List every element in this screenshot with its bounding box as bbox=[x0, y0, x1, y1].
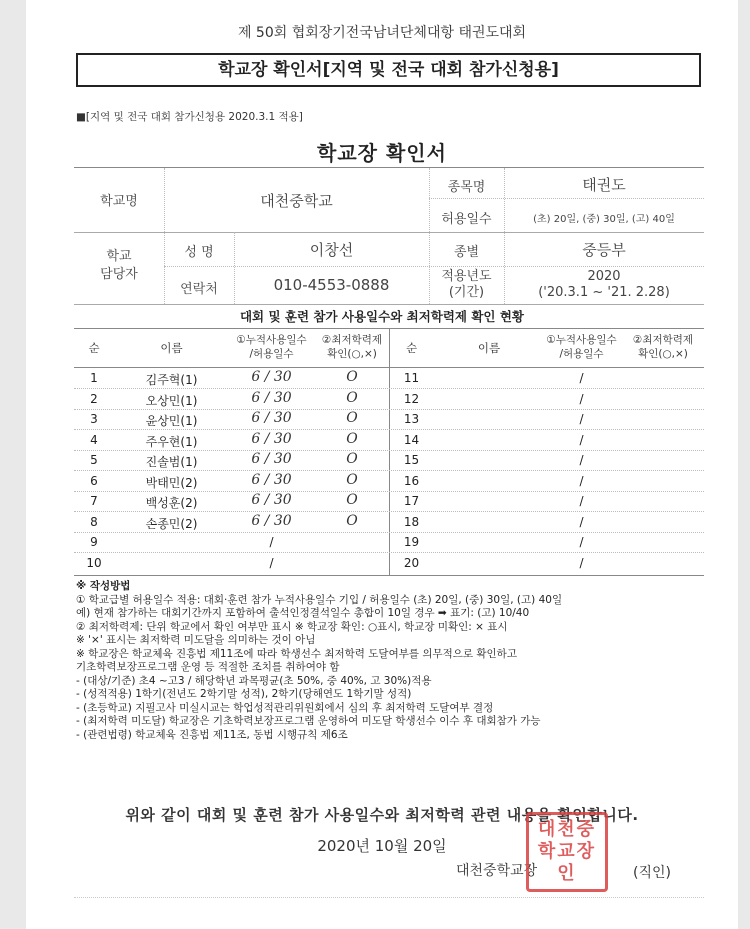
table-row bbox=[74, 390, 704, 409]
category-label: 종별 bbox=[453, 245, 480, 260]
cell-days: / bbox=[579, 514, 584, 529]
section-title: 대회 및 훈련 참가 사용일수와 최저학력제 확인 현황 bbox=[239, 309, 525, 324]
note-line: ※ '×' 표시는 최저학력 미도달을 의미하는 것이 아님 bbox=[76, 634, 316, 646]
official-seal-icon: 대천중학교장인 bbox=[526, 812, 608, 892]
note-line: 예) 현재 참가하는 대회기간까지 포함하여 출석인정결석일수 총합이 10일 경우 ➡ 표기: (고) 10/40 bbox=[76, 607, 530, 619]
cell-days: / bbox=[579, 535, 584, 549]
cell-days: / bbox=[579, 555, 584, 570]
note-line: - (성적적용) 1학기(전년도 2학기말 성적), 2학기(당해연도 1학기말 성적) bbox=[76, 688, 412, 700]
table-row bbox=[74, 431, 704, 450]
cell-days: / bbox=[579, 432, 584, 447]
cell-no: 16 bbox=[403, 473, 420, 488]
school-value: 대천중학교 bbox=[260, 192, 333, 210]
document-page bbox=[26, 0, 738, 929]
contact-label: 연락처 bbox=[180, 282, 218, 297]
cell-name: 오상민(1) bbox=[145, 393, 198, 408]
cell-days: / bbox=[579, 391, 584, 406]
school-label: 학교명 bbox=[100, 194, 138, 209]
cell-no: 19 bbox=[403, 535, 420, 549]
table-row bbox=[74, 533, 704, 552]
header-days-right: ①누적사용일수 /허용일수 bbox=[546, 334, 617, 360]
cell-days: 6 / 30 bbox=[251, 369, 292, 385]
cell-name: 김주혁(1) bbox=[145, 373, 198, 387]
cell-days: / bbox=[579, 371, 584, 385]
cell-min: O bbox=[346, 430, 358, 447]
cell-no: 20 bbox=[403, 555, 420, 570]
cell-days: / bbox=[579, 494, 584, 508]
cell-name: 진솔범(1) bbox=[145, 455, 198, 469]
cell-min: O bbox=[346, 369, 358, 385]
header-min-left: ②최저학력제 확인(○,×) bbox=[321, 334, 383, 360]
table-row bbox=[74, 369, 704, 388]
table-row bbox=[74, 513, 704, 532]
cell-name: 주우현(1) bbox=[145, 434, 198, 449]
cell-days: 6 / 30 bbox=[251, 492, 292, 508]
note-line: ※ 작성방법 bbox=[76, 580, 131, 592]
cell-min: O bbox=[346, 492, 358, 508]
note-line: - (최저학력 미도달) 학교장은 기초학력보장프로그램 운영하여 미도달 학생선수 이수 후 대회참가 가능 bbox=[76, 715, 541, 727]
main-title: 학교장 확인서 bbox=[317, 141, 447, 165]
cell-no: 14 bbox=[403, 432, 420, 447]
cell-days: / bbox=[579, 453, 584, 467]
table-row bbox=[74, 410, 704, 429]
event-label: 종목명 bbox=[447, 180, 486, 195]
cell-no: 6 bbox=[90, 473, 98, 488]
header-min-right: ②최저학력제 확인(○,×) bbox=[632, 334, 694, 360]
table-row bbox=[74, 451, 704, 470]
usage-table bbox=[74, 328, 704, 576]
cell-days: 6 / 30 bbox=[251, 410, 292, 426]
sign-date: 2020년 10월 20일 bbox=[317, 837, 447, 855]
contact-value: 010-4553-0888 bbox=[273, 276, 390, 294]
cell-no: 1 bbox=[90, 371, 98, 385]
year-value: 2020 bbox=[587, 269, 621, 284]
header-no-right: 순 bbox=[405, 341, 418, 355]
note-line: - (초등학교) 지필고사 미실시교는 학업성적관리위원회에서 심의 후 최저학력 도달여부 결정 bbox=[76, 701, 494, 714]
note-line: - (관련법령) 학교체육 진흥법 제11조, 동법 시행규칙 제6조 bbox=[76, 728, 348, 741]
cell-min: O bbox=[346, 471, 358, 488]
allowed-days-label: 허용일수 bbox=[441, 212, 492, 227]
cell-days: 6 / 30 bbox=[251, 451, 292, 467]
manager-label: 학교 담당자 bbox=[100, 249, 138, 282]
cell-name: 윤상민(1) bbox=[145, 414, 198, 428]
cell-no: 15 bbox=[403, 453, 420, 467]
header-days-left: ①누적사용일수 /허용일수 bbox=[236, 334, 307, 360]
cell-name: 박태민(2) bbox=[145, 475, 198, 490]
cell-days: / bbox=[269, 535, 274, 549]
period-value: ('20.3.1 ~ '21. 2.28) bbox=[538, 285, 670, 300]
stamp-label: (직인) bbox=[633, 865, 671, 881]
cell-name: 손종민(2) bbox=[145, 516, 198, 531]
note-line: ② 최저학력제: 단위 학교에서 확인 여부만 표시 ※ 학교장 확인: ○표시, 학교장 미확인: × 표시 bbox=[76, 620, 508, 633]
form-note: ■[지역 및 전국 대회 참가신청용 2020.3.1 적용] bbox=[76, 111, 303, 123]
cell-no: 8 bbox=[90, 514, 98, 529]
table-row bbox=[74, 472, 704, 491]
cell-no: 12 bbox=[403, 391, 420, 406]
cell-days: 6 / 30 bbox=[251, 471, 292, 488]
cell-days: 6 / 30 bbox=[251, 512, 292, 529]
cell-no: 3 bbox=[90, 412, 98, 426]
cell-no: 5 bbox=[90, 453, 98, 467]
info-table bbox=[74, 167, 704, 305]
cell-name: 백성훈(2) bbox=[145, 496, 198, 510]
instructions bbox=[76, 580, 716, 742]
category-value: 중등부 bbox=[582, 241, 626, 259]
cell-no: 13 bbox=[403, 412, 420, 426]
cell-no: 7 bbox=[90, 494, 98, 508]
header-name-right: 이름 bbox=[477, 341, 501, 355]
cell-no: 4 bbox=[90, 432, 98, 447]
cell-no: 9 bbox=[90, 535, 98, 549]
cell-days: 6 / 30 bbox=[251, 389, 292, 406]
cell-no: 11 bbox=[403, 371, 420, 385]
name-value: 이창선 bbox=[309, 241, 354, 259]
footer-divider bbox=[74, 897, 704, 898]
table-row bbox=[74, 492, 704, 511]
cell-no: 10 bbox=[86, 555, 102, 570]
name-label: 성 명 bbox=[184, 245, 214, 260]
note-line: ※ 학교장은 학교체육 진흥법 제11조에 따라 학생선수 최저학력 도달여부를 의무적으로 확인하고 bbox=[76, 647, 517, 660]
note-line: - (대상/기준) 초4 ~고3 / 해당학년 과목평균(초 50%, 중 40%, 고 30%)적용 bbox=[76, 674, 432, 687]
cell-no: 2 bbox=[90, 391, 98, 406]
allowed-days-value: (초) 20일, (중) 30일, (고) 40일 bbox=[533, 214, 675, 225]
cell-min: O bbox=[346, 410, 358, 426]
note-line: ① 학교급별 허용일수 적용: 대회·훈련 참가 누적사용일수 기입 / 허용일수 (초) 20일, (중) 30일, (고) 40일 bbox=[76, 593, 563, 606]
event-header: 제 50회 협회장기전국남녀단체대항 태권도대회 bbox=[237, 25, 527, 41]
event-value: 태권도 bbox=[582, 176, 626, 194]
cell-days: / bbox=[579, 412, 584, 426]
cell-min: O bbox=[346, 389, 358, 406]
confirmation-text: 위와 같이 대회 및 훈련 참가 사용일수와 최저학력 관련 내용을 확인합니다. bbox=[125, 806, 639, 824]
cell-no: 18 bbox=[403, 514, 420, 529]
cell-min: O bbox=[346, 512, 358, 529]
table-row bbox=[74, 554, 704, 573]
header-no-left: 순 bbox=[88, 341, 100, 355]
cell-no: 17 bbox=[403, 494, 420, 508]
cell-days: 6 / 30 bbox=[251, 430, 292, 447]
cell-min: O bbox=[346, 451, 358, 467]
note-line: 기초학력보장프로그램 운영 등 적절한 조치를 취하여야 함 bbox=[76, 661, 340, 673]
principal-signature: 대천중학교장 bbox=[456, 863, 538, 879]
form-title-box: 학교장 확인서[지역 및 전국 대회 참가신청용] bbox=[76, 53, 701, 87]
year-label: 적용년도 (기간) bbox=[441, 269, 492, 300]
header-name-left: 이름 bbox=[160, 341, 183, 355]
cell-days: / bbox=[579, 473, 584, 488]
cell-days: / bbox=[269, 555, 274, 570]
